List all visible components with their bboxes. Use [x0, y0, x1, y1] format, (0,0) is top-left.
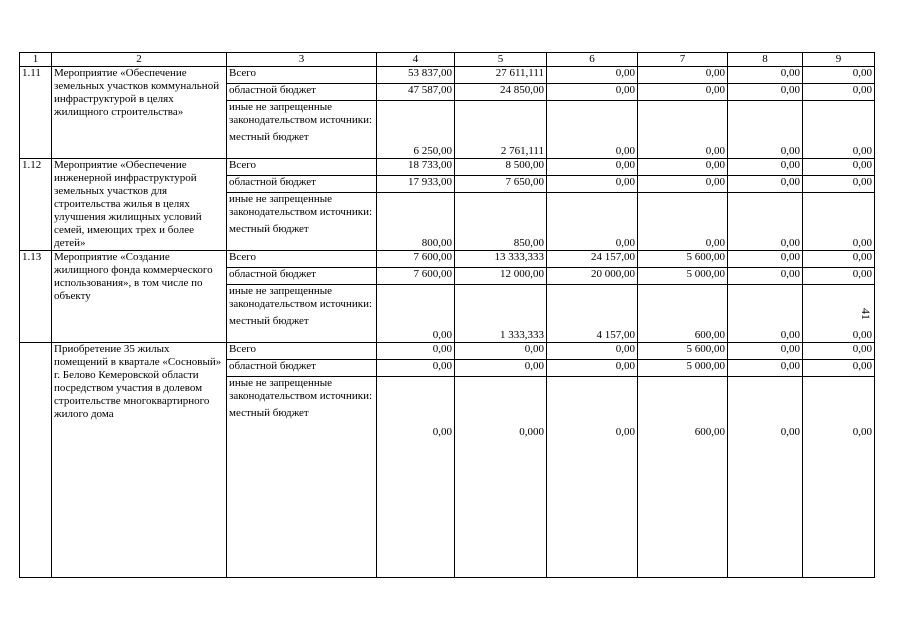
value-cell: 0,00: [803, 101, 875, 159]
row-number: [20, 343, 52, 578]
value-cell: 0,00: [803, 84, 875, 101]
source-label-other: иные не запрещенные законодательством источники:: [229, 377, 373, 402]
source-label: Всего: [227, 343, 377, 360]
value-cell: 0,00: [728, 377, 803, 578]
value-cell: 0,00: [728, 176, 803, 193]
value-cell: 0,00: [638, 67, 728, 84]
value-cell: 20 000,00: [547, 268, 638, 285]
value-cell: 0,00: [728, 268, 803, 285]
value-cell: 17 933,00: [377, 176, 455, 193]
value-cell: 5 600,00: [638, 251, 728, 268]
value-cell: 7 650,00: [455, 176, 547, 193]
value-cell: 7 600,00: [377, 251, 455, 268]
value-cell: 8 500,00: [455, 159, 547, 176]
header-cell: 9: [803, 53, 875, 67]
value-cell: 5 000,00: [638, 360, 728, 377]
header-cell: 1: [20, 53, 52, 67]
value-cell: 0,00: [728, 360, 803, 377]
value-cell: 53 837,00: [377, 67, 455, 84]
measure-name: Приобретение 35 жилых помещений в квартале «Сосновый» г. Белово Кемеровской области посредством участия в долевом строительстве многоквартирного жилого дома: [52, 343, 227, 578]
value-cell: 0,00: [728, 101, 803, 159]
value-cell: 0,00: [803, 193, 875, 251]
source-label: [227, 101, 377, 159]
value-cell: 5 600,00: [638, 343, 728, 360]
value-cell: 6 250,00: [377, 101, 455, 159]
value-cell: 0,00: [377, 377, 455, 578]
value-cell: 0,00: [455, 360, 547, 377]
measure-name: Мероприятие «Создание жилищного фонда коммерческого использования», в том числе по объекту: [52, 251, 227, 343]
source-label: областной бюджет: [227, 84, 377, 101]
value-cell: 0,00: [803, 377, 875, 578]
source-label-local: местный бюджет: [229, 223, 309, 235]
header-cell: 8: [728, 53, 803, 67]
value-cell: 7 600,00: [377, 268, 455, 285]
header-cell: 6: [547, 53, 638, 67]
value-cell: 850,00: [455, 193, 547, 251]
source-label: областной бюджет: [227, 268, 377, 285]
value-cell: 0,00: [803, 159, 875, 176]
source-label-local: местный бюджет: [229, 407, 309, 419]
value-cell: 0,00: [638, 101, 728, 159]
value-cell: 800,00: [377, 193, 455, 251]
header-row: [20, 53, 875, 67]
measure-name: Мероприятие «Обеспечение инженерной инфраструктурой земельных участков для строительства жилья в целях улучшения жилищных условий семей, имеющих трех и более детей»: [52, 159, 227, 251]
value-cell: 24 157,00: [547, 251, 638, 268]
value-cell: 5 000,00: [638, 268, 728, 285]
measure-name: Мероприятие «Обеспечение земельных участков коммунальной инфраструктурой в целях жилищного строительства»: [52, 67, 227, 159]
table-row: [20, 159, 875, 176]
value-cell: 24 850,00: [455, 84, 547, 101]
value-cell: 0,00: [803, 251, 875, 268]
value-cell: 27 611,111: [455, 67, 547, 84]
value-cell: 1 333,333: [455, 285, 547, 343]
source-label: [227, 193, 377, 251]
table-row: [20, 251, 875, 268]
value-cell: 0,00: [728, 67, 803, 84]
value-cell: 18 733,00: [377, 159, 455, 176]
value-cell: 0,00: [547, 360, 638, 377]
header-cell: 5: [455, 53, 547, 67]
value-cell: 0,00: [455, 343, 547, 360]
value-cell: 0,00: [728, 343, 803, 360]
value-cell: 0,00: [728, 193, 803, 251]
value-cell: 0,00: [728, 285, 803, 343]
value-cell: 0,00: [547, 101, 638, 159]
table-row: [20, 343, 875, 360]
header-cell: 2: [52, 53, 227, 67]
value-cell: 0,00: [547, 159, 638, 176]
value-cell: 0,00: [728, 251, 803, 268]
value-cell: 0,00: [547, 84, 638, 101]
row-number: 1.13: [20, 251, 52, 343]
source-label-local: местный бюджет: [229, 315, 309, 327]
value-cell: 47 587,00: [377, 84, 455, 101]
source-label-other: иные не запрещенные законодательством источники:: [229, 101, 373, 126]
value-cell: 0,00: [803, 343, 875, 360]
source-label: Всего: [227, 159, 377, 176]
source-label: [227, 377, 377, 578]
value-cell: 2 761,111: [455, 101, 547, 159]
row-number: 1.12: [20, 159, 52, 251]
value-cell: 0,000: [455, 377, 547, 578]
value-cell: 4 157,00: [547, 285, 638, 343]
value-cell: 0,00: [547, 67, 638, 84]
header-cell: 7: [638, 53, 728, 67]
value-cell: 12 000,00: [455, 268, 547, 285]
page-number: 41: [859, 308, 873, 320]
source-label: областной бюджет: [227, 176, 377, 193]
value-cell: 0,00: [638, 84, 728, 101]
value-cell: 0,00: [728, 84, 803, 101]
value-cell: 0,00: [547, 176, 638, 193]
source-label-other: иные не запрещенные законодательством источники:: [229, 285, 373, 310]
value-cell: 0,00: [803, 176, 875, 193]
value-cell: 600,00: [638, 377, 728, 578]
value-cell: 13 333,333: [455, 251, 547, 268]
source-label: областной бюджет: [227, 360, 377, 377]
value-cell: 0,00: [803, 67, 875, 84]
budget-table: [19, 52, 875, 578]
source-label: [227, 285, 377, 343]
source-label: Всего: [227, 67, 377, 84]
value-cell: 0,00: [638, 159, 728, 176]
table-row: [20, 67, 875, 84]
value-cell: 0,00: [803, 360, 875, 377]
value-cell: 0,00: [803, 285, 875, 343]
value-cell: 0,00: [638, 193, 728, 251]
value-cell: 0,00: [547, 377, 638, 578]
source-label: Всего: [227, 251, 377, 268]
value-cell: 0,00: [377, 285, 455, 343]
value-cell: 0,00: [638, 176, 728, 193]
header-cell: 3: [227, 53, 377, 67]
row-number: 1.11: [20, 67, 52, 159]
header-cell: 4: [377, 53, 455, 67]
value-cell: 0,00: [728, 159, 803, 176]
value-cell: 0,00: [377, 343, 455, 360]
value-cell: 0,00: [547, 193, 638, 251]
value-cell: 600,00: [638, 285, 728, 343]
value-cell: 0,00: [803, 268, 875, 285]
value-cell: 0,00: [547, 343, 638, 360]
source-label-other: иные не запрещенные законодательством источники:: [229, 193, 373, 218]
value-cell: 0,00: [377, 360, 455, 377]
source-label-local: местный бюджет: [229, 131, 309, 143]
